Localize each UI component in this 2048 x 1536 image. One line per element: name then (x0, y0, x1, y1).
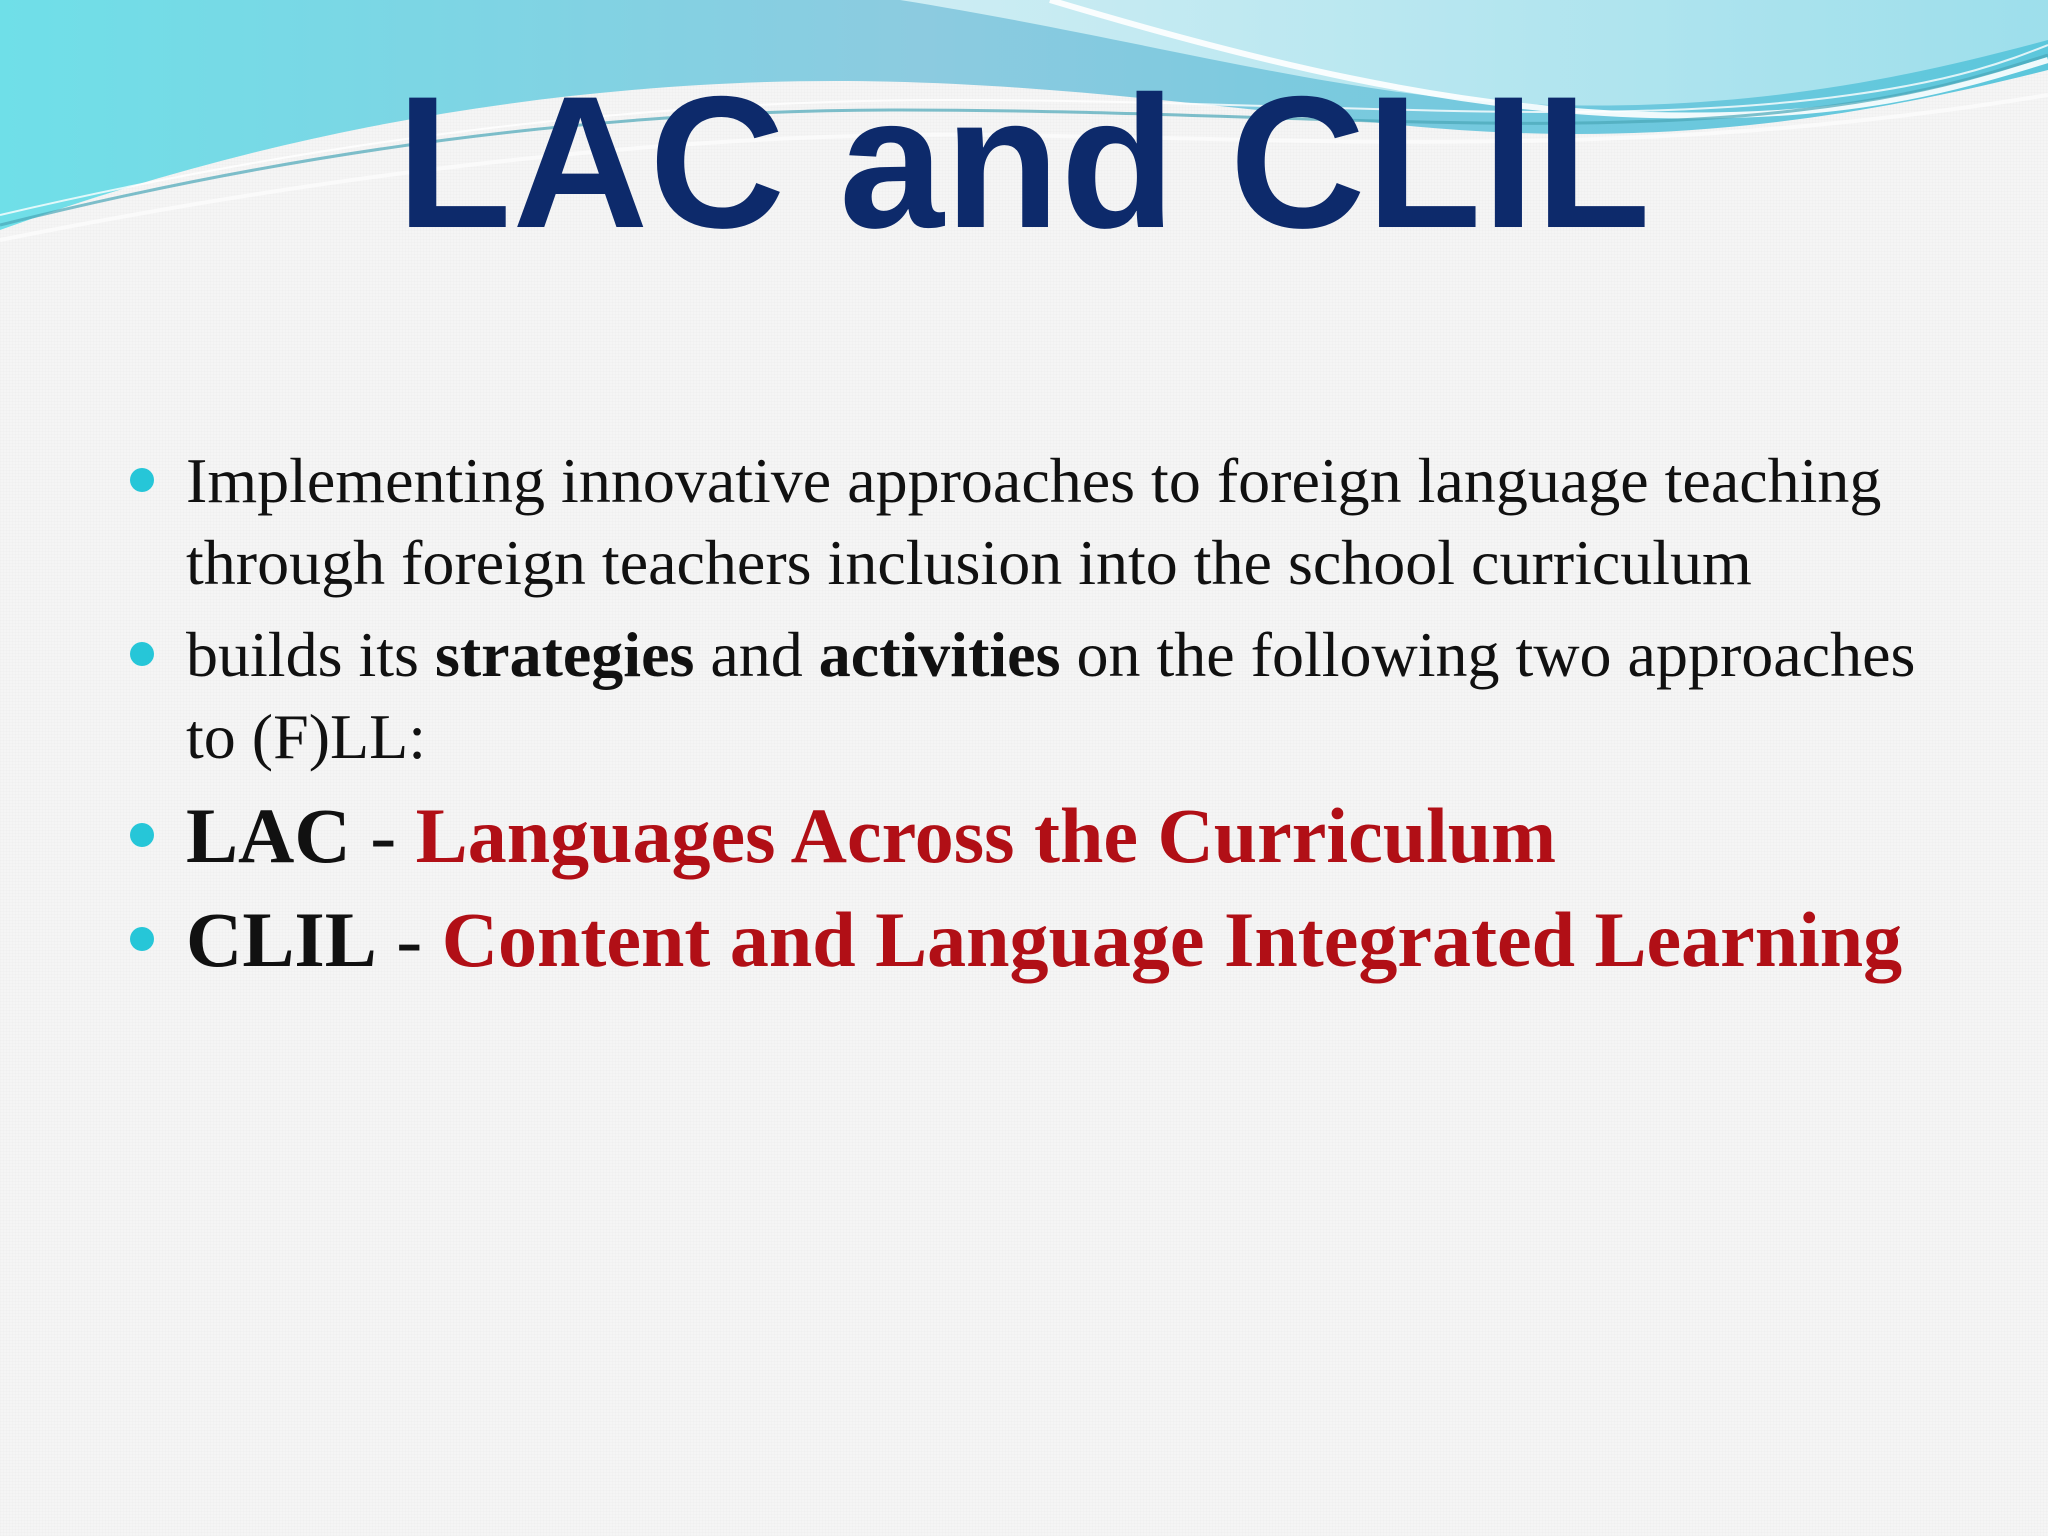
acronym-term: CLIL (186, 896, 377, 983)
bullet-dot-icon (130, 927, 154, 951)
term-separator: - (350, 792, 416, 879)
slide-title: LAC and CLIL (396, 57, 1652, 267)
bullet-dot-icon (130, 823, 154, 847)
bullet-emphasis: activities (818, 619, 1061, 690)
bullet-list (130, 440, 1950, 996)
term-separator: - (376, 896, 442, 983)
acronym-term: LAC (186, 792, 351, 879)
bullet-item (130, 614, 1950, 778)
bullet-text: Implementing innovative approaches to foreign language teaching through foreign teachers inclusion into the school curriculum (186, 445, 1882, 598)
acronym-definition: Content and Language Integrated Learning (441, 896, 1903, 983)
bullet-dot-icon (130, 642, 154, 666)
bullet-text-part: on the following two approaches to (F)LL: (186, 619, 1916, 772)
bullet-emphasis: strategies (434, 619, 695, 690)
acronym-definition: Languages Across the Curriculum (415, 792, 1557, 879)
bullet-text-part: and (694, 619, 819, 690)
bullet-item-clil (130, 892, 1950, 988)
bullet-dot-icon (130, 468, 154, 492)
bullet-item-lac (130, 788, 1950, 884)
bullet-text-part: builds its (186, 619, 435, 690)
bullet-item (130, 440, 1950, 604)
